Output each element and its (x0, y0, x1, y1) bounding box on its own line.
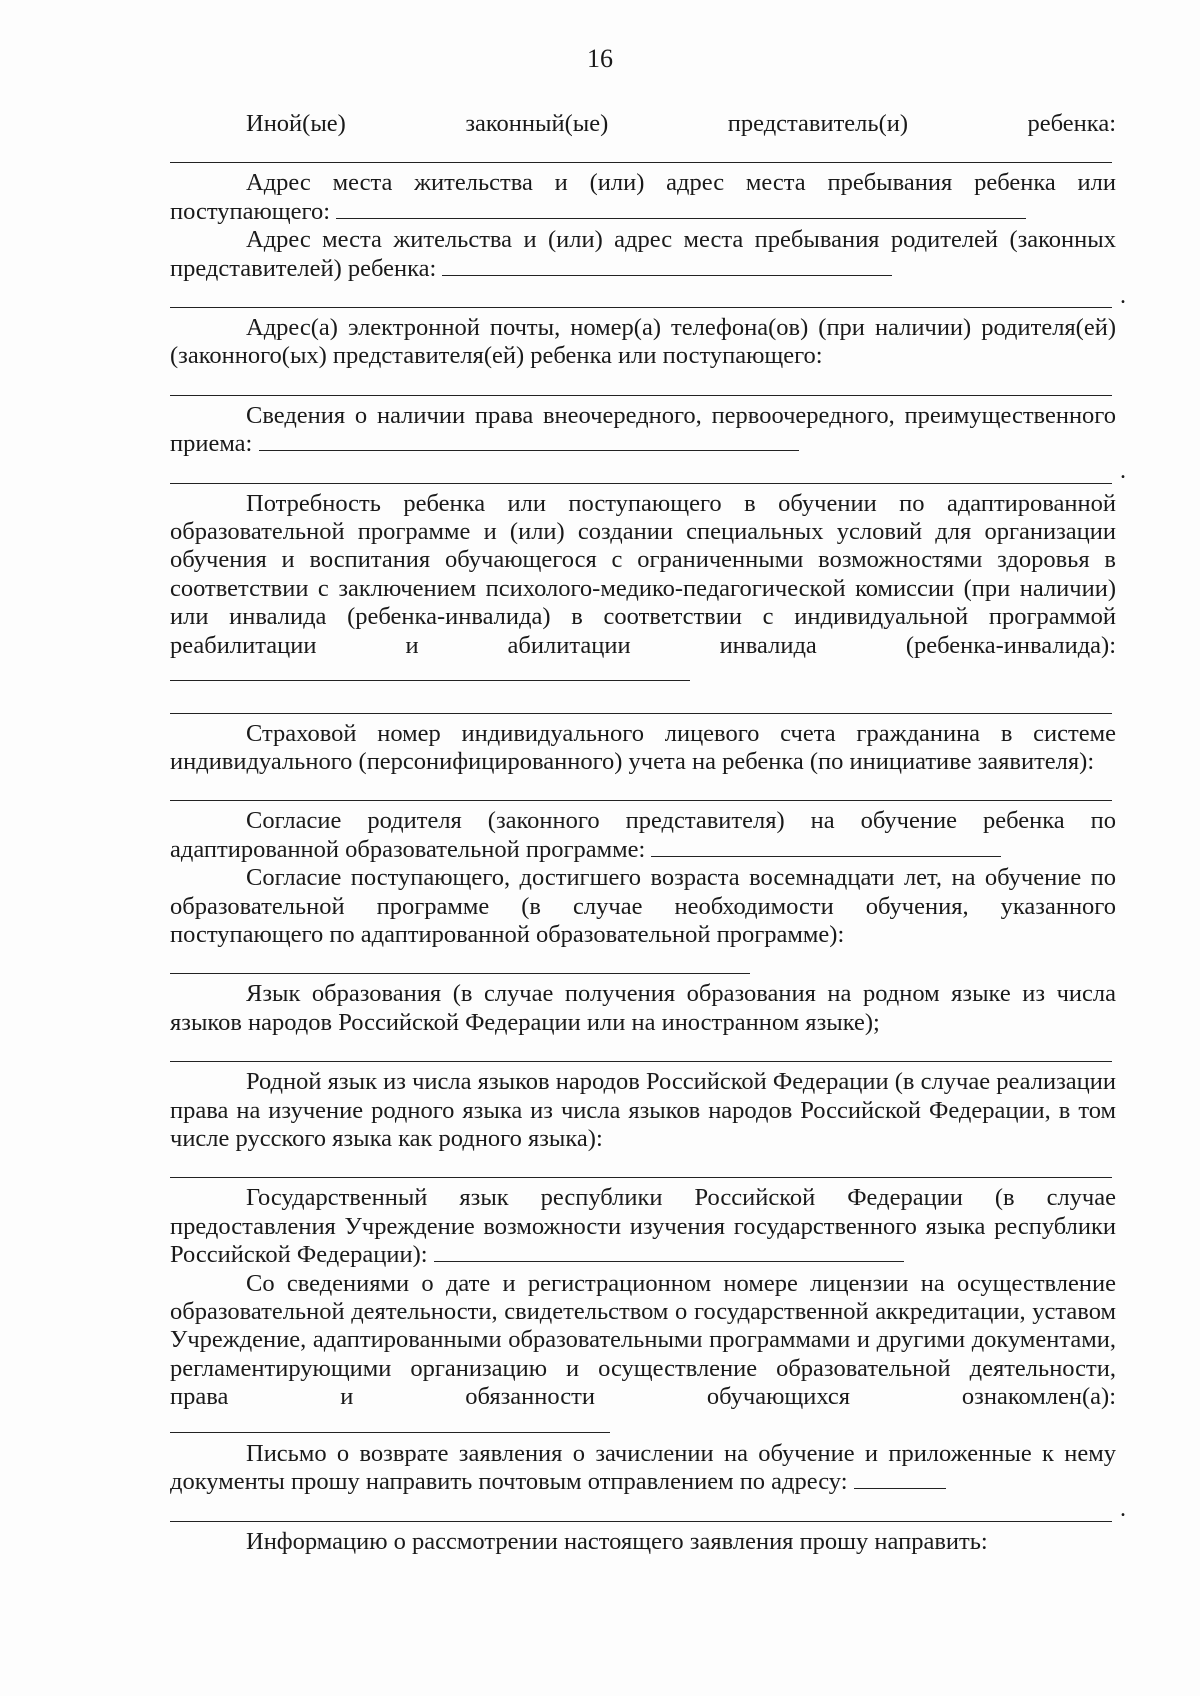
education-language-field[interactable] (170, 1037, 1112, 1062)
parents-address-field-2[interactable] (170, 283, 1112, 308)
priority-rights-field[interactable] (259, 430, 799, 451)
acknowledgement-field[interactable] (170, 1412, 610, 1433)
child-address-label: Адрес места жительства и (или) адрес места пребывания ребенка или поступающего: (170, 169, 1116, 225)
contacts-label: Адрес(а) электронной почты, номер(а) телефона(ов) (при наличии) родителя(ей) (законного(ых) представителя(ей) ребенка или поступающего: (170, 314, 1116, 370)
adapted-program-field-2[interactable] (170, 689, 1112, 714)
adult-consent-label: Согласие поступающего, достигшего возраста восемнадцати лет, на обучение по образовательной программе (в случае необходимости обучения, указанного поступающего по адаптированной образовательной программе): (170, 864, 1116, 948)
native-language-label: Родной язык из числа языков народов Российской Федерации (в случае реализации права на изучение родного языка из числа языков народов Российской Федерации, в том числе русского языка как родного языка): (170, 1068, 1116, 1152)
snils-label: Страховой номер индивидуального лицевого счета гражданина в системе индивидуального (персонифицированного) учета на ребенка (по инициативе заявителя): (170, 719, 1116, 775)
priority-rights-field-2[interactable] (170, 459, 1112, 484)
state-language-field[interactable] (434, 1241, 904, 1262)
acknowledgement-label: Со сведениями о дате и регистрационном номере лицензии на осуществление образовательной деятельности, свидетельством о государственной аккредитации, уставом Учреждение, адаптированными образовательными программами и другими документами, регламентирующими организацию и осуществление образовательной деятельности, права и обязанности обучающихся ознакомлен(а): (170, 1270, 1116, 1440)
return-letter-label: Письмо о возврате заявления о зачислении на обучение и приложенные к нему документы прошу направить почтовым отправлением по адресу: (170, 1440, 1116, 1496)
contacts-field[interactable] (170, 371, 1112, 396)
priority-rights-line-2: . (170, 459, 1116, 484)
snils-field[interactable] (170, 776, 1112, 801)
adult-consent-field[interactable] (170, 949, 750, 974)
return-letter-line-2: . (170, 1497, 1116, 1522)
adapted-program-label: Потребность ребенка или поступающего в обучении по адаптированной образовательной программе и (или) создании специальных условий для организации обучения и воспитания обучающегося с ограниченными возможностями здоровья в соответствии с заключением психолого-медико-педагогической комиссии (при наличии) или инвалида (ребенка-инвалида) в соответствии с индивидуальной программой реабилитации и абилитации инвалида (ребенка-инвалида): (170, 490, 1116, 689)
return-letter-field-2[interactable] (170, 1497, 1112, 1522)
parents-address-field[interactable] (442, 255, 892, 276)
education-language-label: Язык образования (в случае получения образования на родном языке из числа языков народов Российской Федерации или на иностранном языке); (170, 980, 1116, 1036)
legal-representative-label: Иной(ые) законный(ые) представитель(и) ребенка: (246, 110, 1116, 137)
parent-consent-label: Согласие родителя (законного представителя) на обучение ребенка по адаптированной образовательной программе: (170, 807, 1116, 863)
page-number: 16 (587, 44, 613, 73)
adapted-program-field[interactable] (170, 660, 690, 681)
priority-rights-label: Сведения о наличии права внеочередного, первоочередного, преимущественного приема: (170, 401, 1116, 458)
child-address-field[interactable] (336, 198, 1026, 219)
parents-address-label: Адрес места жительства и (или) адрес места пребывания родителей (законных представителей) ребенка: (170, 226, 1116, 282)
parents-address-line-2: . (170, 283, 1116, 308)
return-letter-field[interactable] (854, 1468, 946, 1489)
legal-representative-field[interactable] (170, 138, 1112, 163)
state-language-label: Государственный язык республики Российской Федерации (в случае предоставления Учреждение возможности изучения государственного языка республики Российской Федерации): (170, 1184, 1116, 1269)
parent-consent-field[interactable] (651, 836, 1001, 857)
native-language-field[interactable] (170, 1153, 1112, 1178)
form-body (170, 110, 1126, 1556)
review-info-label: Информацию о рассмотрении настоящего заявления прошу направить: (246, 1527, 988, 1555)
